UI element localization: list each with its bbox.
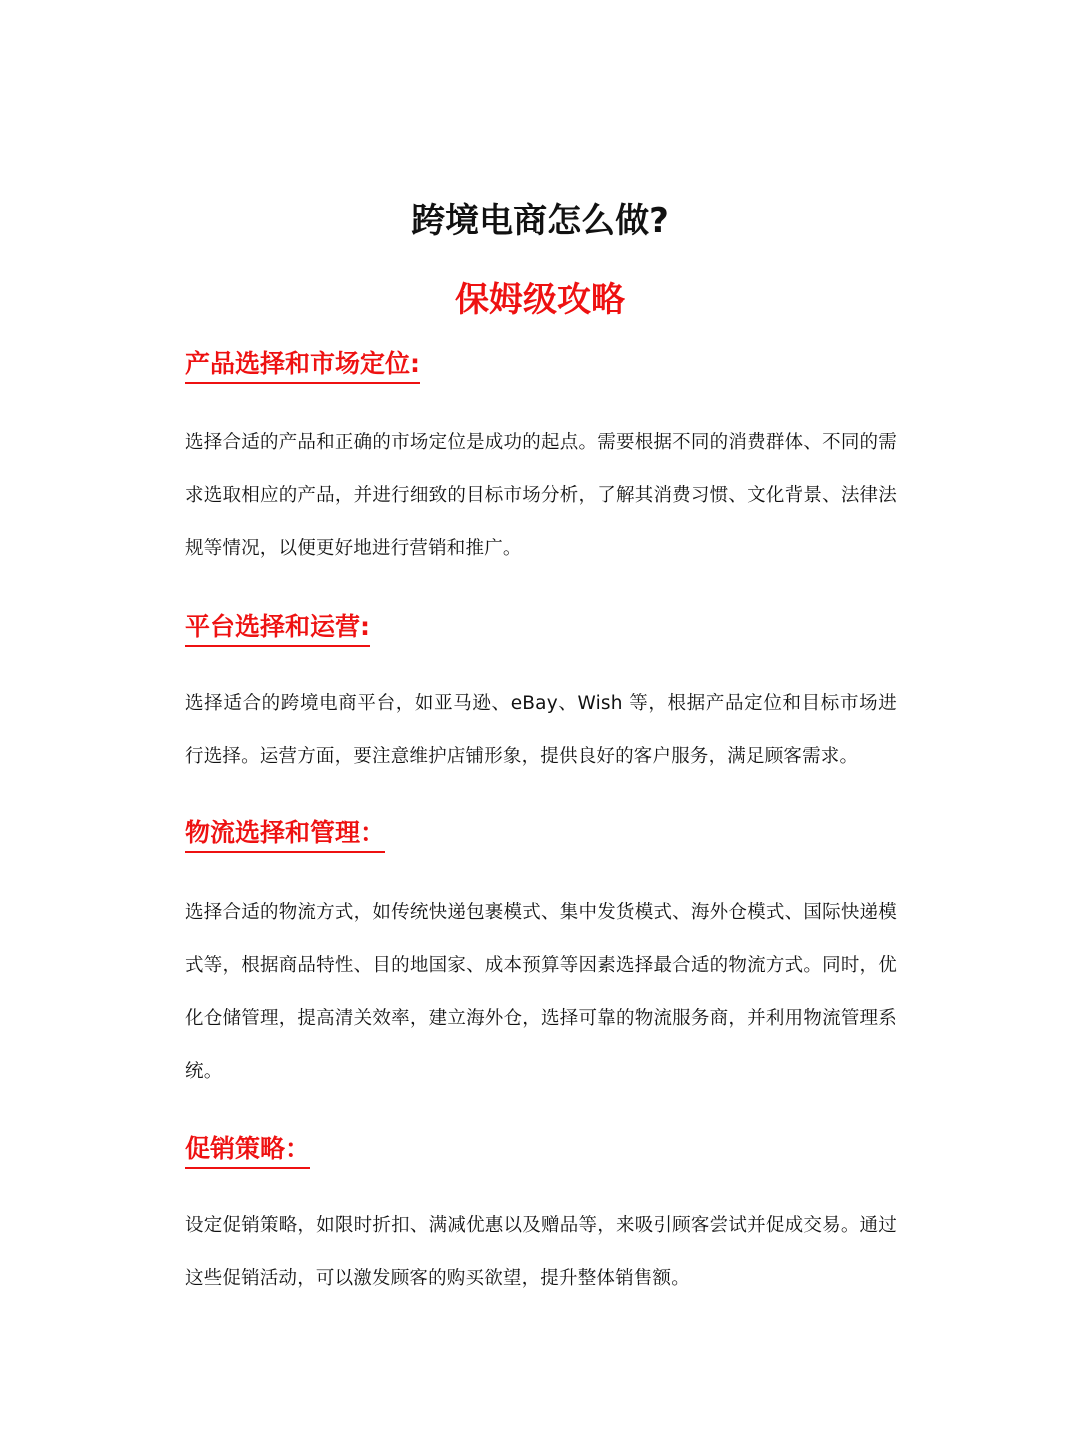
section-heading-promotion: 促销策略： — [185, 1131, 310, 1169]
page-title: 跨境电商怎么做? — [411, 201, 669, 241]
section-body-logistics: 选择合适的物流方式，如传统快递包裹模式、集中发货模式、海外仓模式、国际快递模式等，根据商品特性、目的地国家、成本预算等因素选择最合适的物流方式。同时，优化仓储管理，提高清关效率，建立海外仓，选择可靠的物流服务商，并利用物流管理系统。 — [185, 902, 897, 1082]
section-body-promotion: 设定促销策略，如限时折扣、满减优惠以及赠品等，来吸引顾客尝试并促成交易。通过这些促销活动，可以激发顾客的购买欲望，提升整体销售额。 — [185, 1215, 897, 1289]
section-body-product: 选择合适的产品和正确的市场定位是成功的起点。需要根据不同的消费群体、不同的需求选取相应的产品，并进行细致的目标市场分析，了解其消费习惯、文化背景、法律法规等情况，以便更好地进行营销和推广。 — [185, 432, 897, 559]
section-body-platform: 选择适合的跨境电商平台，如亚马逊、eBay、Wish 等，根据产品定位和目标市场进行选择。运营方面，要注意维护店铺形象，提供良好的客户服务，满足顾客需求。 — [185, 693, 897, 767]
section-heading-logistics: 物流选择和管理： — [185, 815, 385, 853]
section-heading-platform: 平台选择和运营: — [185, 609, 370, 647]
page-subtitle: 保姆级攻略 — [455, 280, 625, 320]
section-heading-product: 产品选择和市场定位: — [185, 346, 420, 384]
